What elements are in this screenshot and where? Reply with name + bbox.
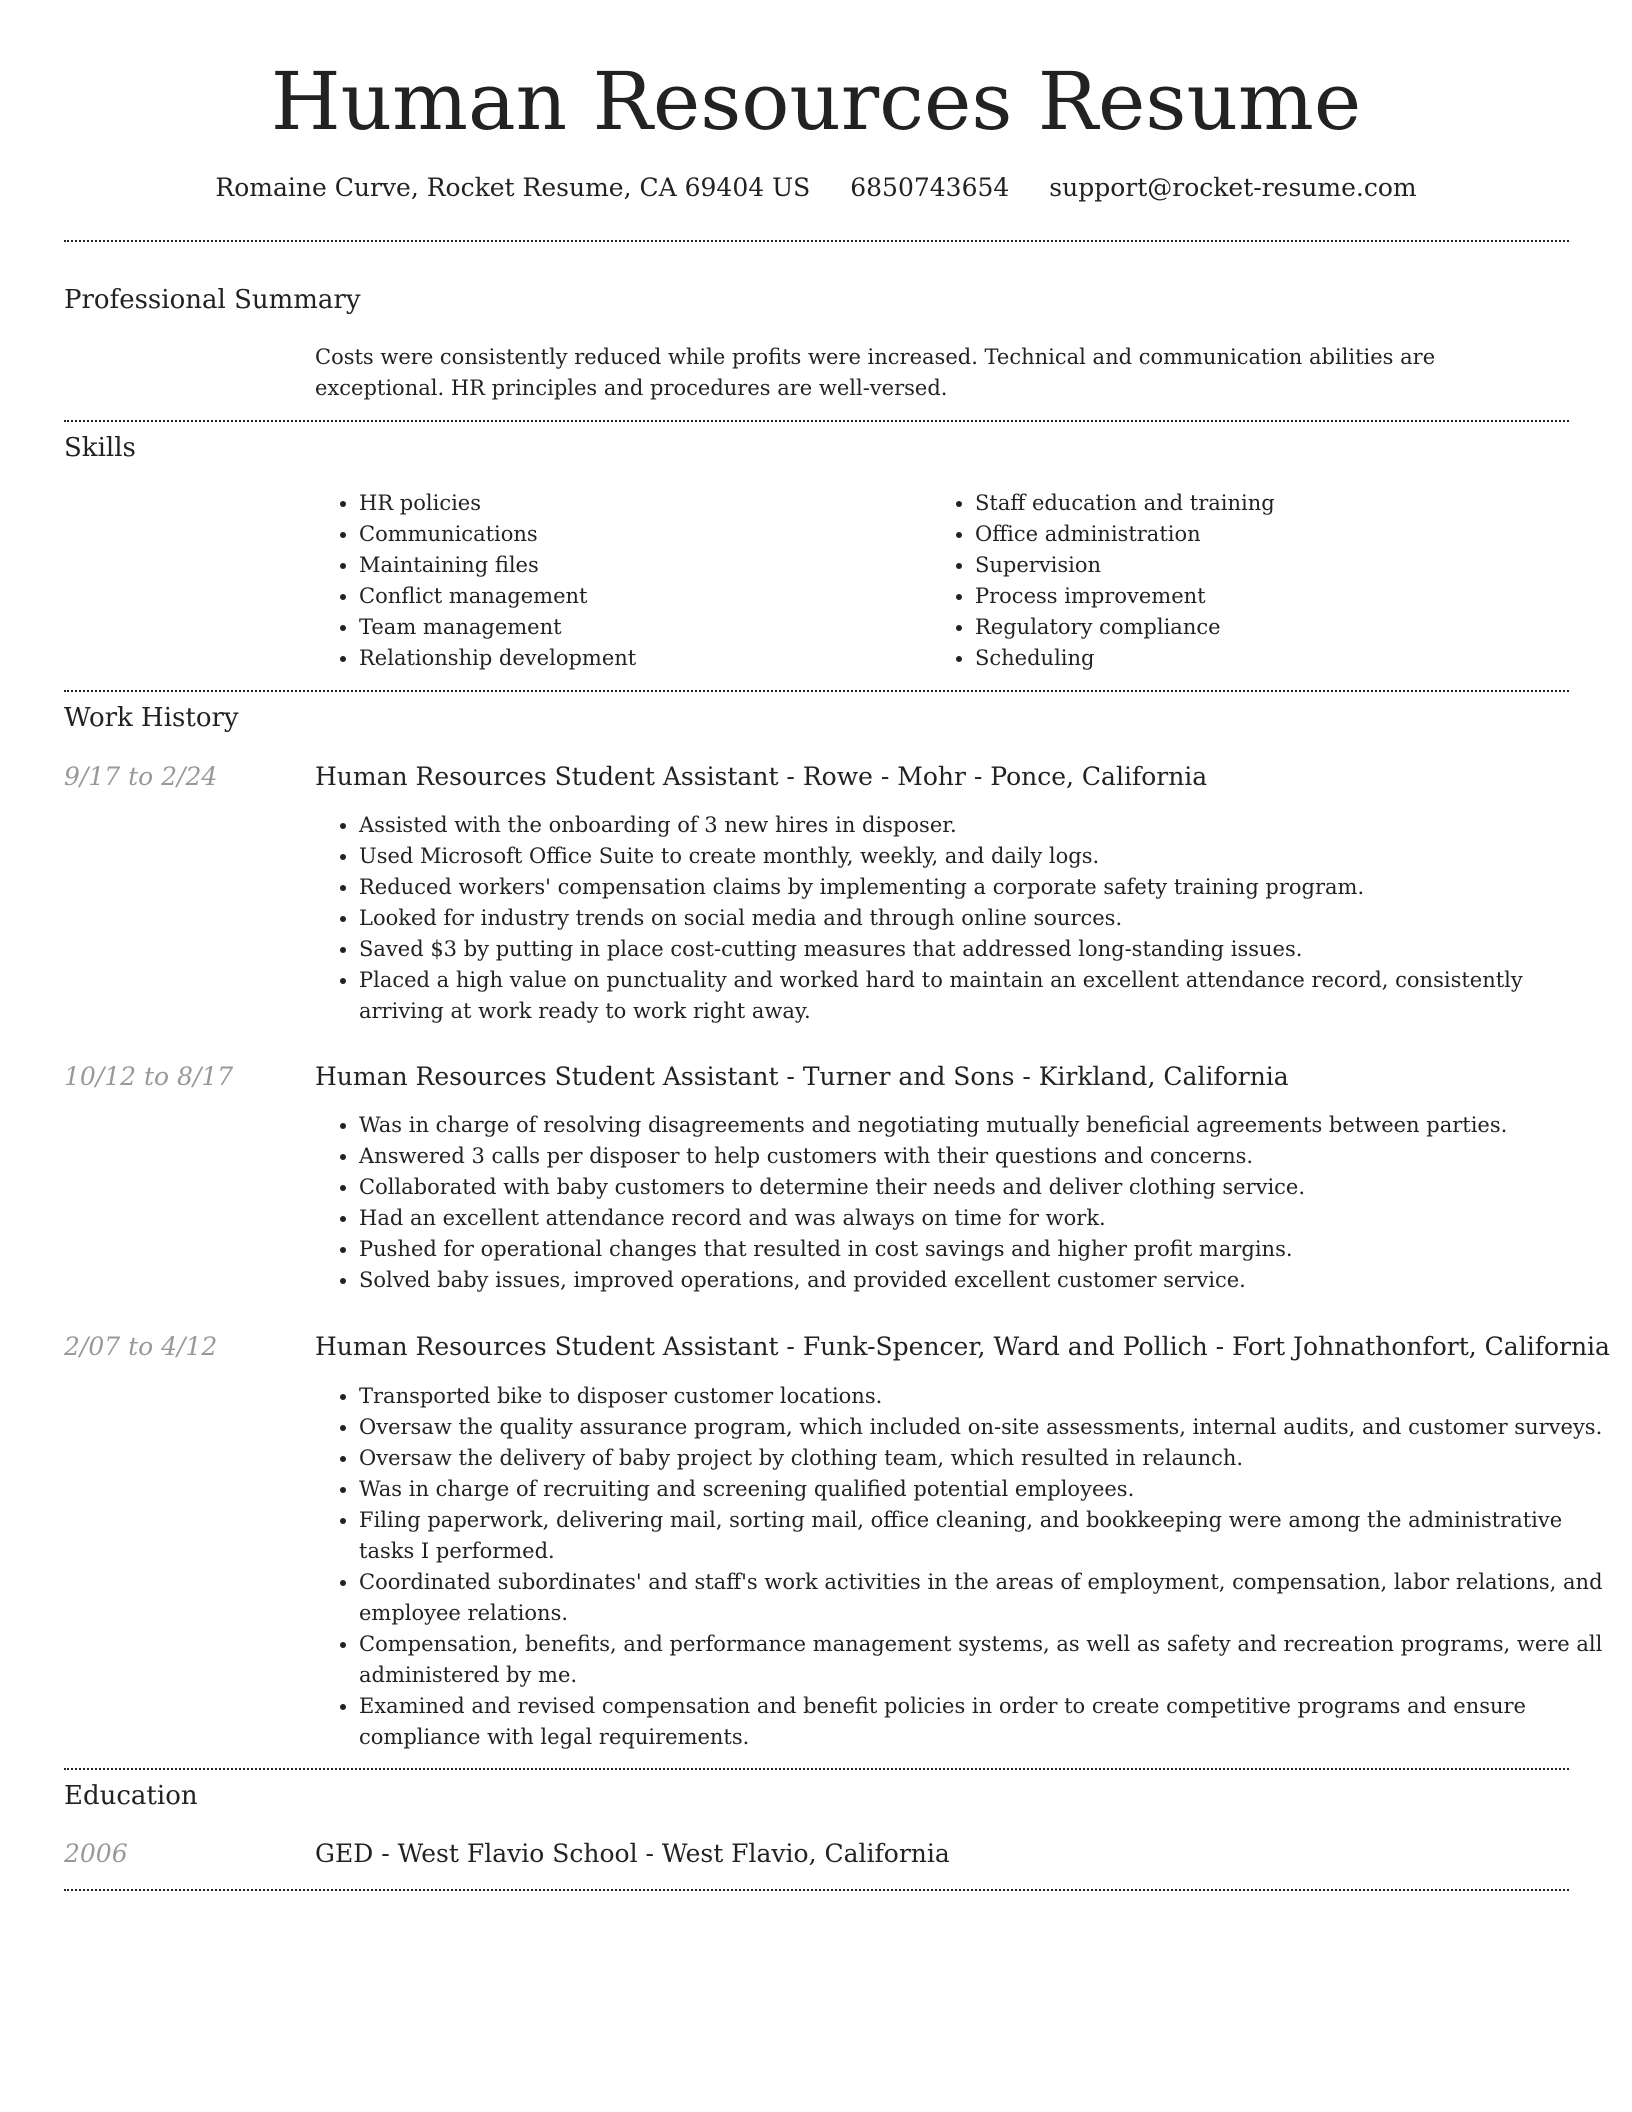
skill-item: • Team management — [359, 612, 919, 643]
job-bullet: • Transported bike to disposer customer locations. — [359, 1381, 1613, 1412]
job-bullet: • Solved baby issues, improved operations, and provided excellent customer service. — [359, 1265, 1613, 1296]
skill-item: • Relationship development — [359, 643, 919, 674]
education-title: GED - West Flavio School - West Flavio, California — [315, 1839, 950, 1868]
divider — [64, 1768, 1569, 1770]
job-dates: 10/12 to 8/17 — [64, 1062, 234, 1091]
skill-item: • Staff education and training — [975, 488, 1575, 519]
summary-text: Costs were consistently reduced while profits were increased. Technical and communication abilities are exceptional. HR principles and procedures are well-versed. — [315, 345, 1436, 400]
work-history-heading: Work History — [64, 703, 239, 733]
job-bullet: • Placed a high value on punctuality and worked hard to maintain an excellent attendance record, consistently arriving at work ready to work right away. — [359, 965, 1613, 1027]
job-bullets — [315, 1381, 1613, 1753]
job-bullet: • Coordinated subordinates' and staff's work activities in the areas of employment, compensation, labor relations, and employee relations. — [359, 1567, 1613, 1629]
skills-list-left — [315, 488, 919, 674]
job-bullets — [315, 1110, 1613, 1296]
job-bullets — [315, 810, 1613, 1027]
job-bullet: • Looked for industry trends on social media and through online sources. — [359, 903, 1613, 934]
job-title: Human Resources Student Assistant - Funk-Spencer, Ward and Pollich - Fort Johnathonfort, California — [315, 1332, 1610, 1361]
education-dates: 2006 — [64, 1839, 128, 1868]
divider — [64, 240, 1569, 242]
job-dates: 9/17 to 2/24 — [64, 762, 218, 791]
job-bullet: • Reduced workers' compensation claims by implementing a corporate safety training program. — [359, 872, 1613, 903]
job-title: Human Resources Student Assistant - Turner and Sons - Kirkland, California — [315, 1062, 1289, 1091]
job-bullet: • Oversaw the quality assurance program, which included on-site assessments, internal audits, and customer surveys. — [359, 1412, 1613, 1443]
skill-item: • Conflict management — [359, 581, 919, 612]
phone: 6850743654 — [850, 173, 1010, 202]
job-bullet: • Had an excellent attendance record and was always on time for work. — [359, 1203, 1613, 1234]
skill-item: • Supervision — [975, 550, 1575, 581]
skill-item: • HR policies — [359, 488, 919, 519]
skill-item: • Process improvement — [975, 581, 1575, 612]
skill-item: • Regulatory compliance — [975, 612, 1575, 643]
job-bullet: • Examined and revised compensation and benefit policies in order to create competitive programs and ensure compliance with legal requirements. — [359, 1691, 1613, 1753]
job-bullet: • Collaborated with baby customers to determine their needs and deliver clothing service. — [359, 1172, 1613, 1203]
job-dates: 2/07 to 4/12 — [64, 1332, 218, 1361]
job-bullet: • Compensation, benefits, and performance management systems, as well as safety and recreation programs, were all administered by me. — [359, 1629, 1613, 1691]
resume-title: Human Resources Resume — [270, 55, 1362, 148]
divider — [64, 1889, 1569, 1891]
job-bullet: • Assisted with the onboarding of 3 new hires in disposer. — [359, 810, 1613, 841]
divider — [64, 690, 1569, 692]
summary-heading: Professional Summary — [64, 285, 361, 315]
skills-list-right — [931, 488, 1575, 674]
skill-item: • Office administration — [975, 519, 1575, 550]
contact-line — [0, 170, 1632, 206]
job-bullet: • Filing paperwork, delivering mail, sorting mail, office cleaning, and bookkeeping were among the administrative tasks I performed. — [359, 1505, 1613, 1567]
skill-item: • Maintaining files — [359, 550, 919, 581]
skills-heading: Skills — [64, 433, 136, 463]
education-heading: Education — [64, 1781, 198, 1811]
job-title: Human Resources Student Assistant - Rowe - Mohr - Ponce, California — [315, 762, 1208, 791]
email: support@rocket-resume.com — [1049, 173, 1417, 202]
address: Romaine Curve, Rocket Resume, CA 69404 US — [215, 173, 811, 202]
job-bullet: • Answered 3 calls per disposer to help customers with their questions and concerns. — [359, 1141, 1613, 1172]
job-bullet: • Used Microsoft Office Suite to create monthly, weekly, and daily logs. — [359, 841, 1613, 872]
skill-item: • Communications — [359, 519, 919, 550]
job-bullet: • Pushed for operational changes that resulted in cost savings and higher profit margins. — [359, 1234, 1613, 1265]
job-bullet: • Oversaw the delivery of baby project by clothing team, which resulted in relaunch. — [359, 1443, 1613, 1474]
job-bullet: • Was in charge of resolving disagreements and negotiating mutually beneficial agreements between parties. — [359, 1110, 1613, 1141]
job-bullet: • Was in charge of recruiting and screening qualified potential employees. — [359, 1474, 1613, 1505]
job-bullet: • Saved $3 by putting in place cost-cutting measures that addressed long-standing issues. — [359, 934, 1613, 965]
divider — [64, 420, 1569, 422]
skill-item: • Scheduling — [975, 643, 1575, 674]
